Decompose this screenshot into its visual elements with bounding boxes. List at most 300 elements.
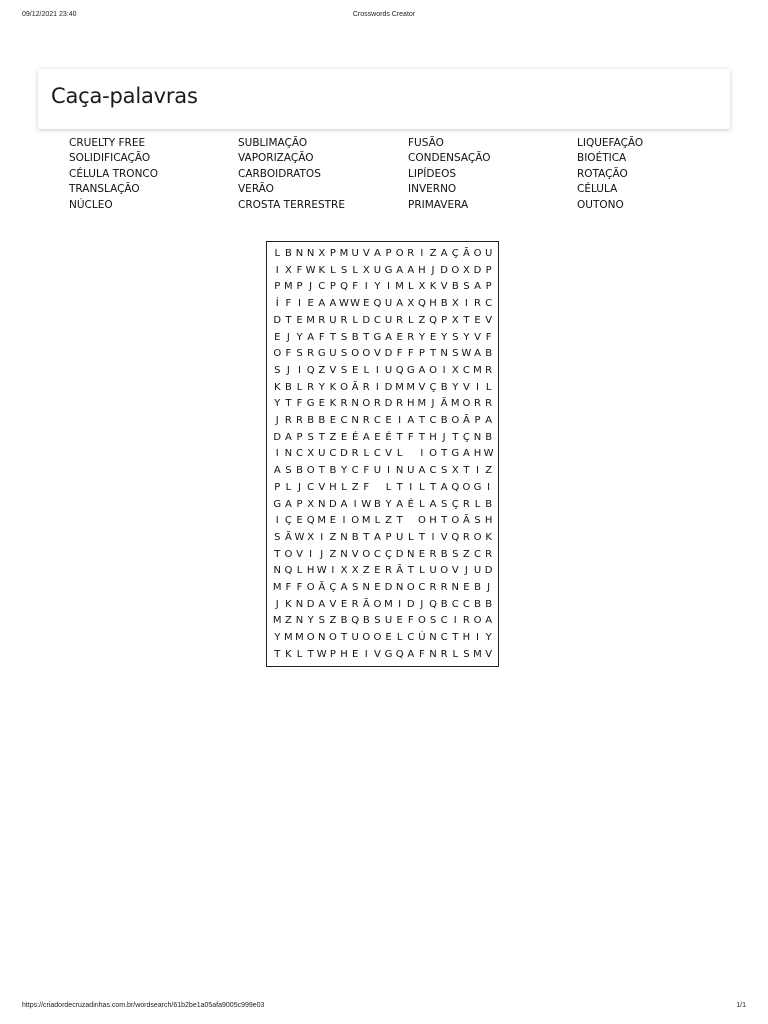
grid-letter: Z: [385, 515, 392, 527]
grid-letter: Q: [306, 515, 315, 527]
grid-letter: Z: [351, 481, 359, 493]
grid-letter: T: [329, 331, 336, 343]
grid-letter: Ã: [440, 398, 448, 410]
grid-letter: O: [462, 398, 471, 410]
grid-letter: K: [329, 398, 337, 410]
grid-letter: Ã: [462, 415, 470, 426]
grid-letter: Q: [429, 598, 437, 610]
grid-letter: F: [363, 465, 370, 477]
grid-letter: J: [298, 481, 301, 493]
grid-letter: É: [351, 431, 359, 443]
grid-letter: Q: [395, 364, 404, 376]
grid-letter: L: [374, 515, 381, 527]
grid-letter: N: [340, 531, 348, 543]
grid-letter: A: [396, 264, 404, 276]
grid-letter: [372, 480, 383, 497]
grid-letter: A: [329, 298, 337, 310]
grid-letter: B: [474, 582, 481, 593]
grid-letter: L: [419, 481, 425, 493]
grid-letter: D: [273, 431, 282, 443]
grid-letter: U: [373, 264, 382, 276]
grid-letter: E: [418, 548, 426, 560]
grid-letter: B: [296, 465, 303, 477]
grid-letter: I: [275, 515, 279, 527]
grid-letter: R: [429, 548, 437, 560]
grid-letter: N: [295, 615, 304, 627]
grid-letter: L: [419, 498, 425, 510]
grid-letter: C: [440, 615, 448, 627]
grid-row: [272, 513, 494, 530]
grid-letter: W: [461, 348, 472, 360]
grid-letter: A: [462, 448, 470, 460]
grid-letter: Ç: [429, 381, 437, 393]
grid-letter: B: [318, 415, 326, 426]
grid-letter: S: [285, 465, 292, 477]
grid-letter: Ç: [451, 498, 459, 510]
grid-letter: A: [396, 298, 404, 310]
grid-letter: T: [452, 632, 459, 644]
grid-letter: M: [361, 515, 371, 527]
grid-letter: D: [384, 348, 393, 360]
grid-letter: B: [307, 415, 315, 426]
grid-letter: É: [385, 431, 392, 443]
grid-letter: E: [329, 415, 337, 426]
grid-letter: W: [316, 648, 327, 660]
grid-letter: B: [329, 465, 337, 477]
grid-letter: R: [385, 565, 392, 577]
grid-letter: Z: [318, 364, 326, 376]
grid-letter: A: [418, 465, 426, 477]
grid-letter: Y: [485, 632, 492, 644]
grid-letter: N: [429, 632, 437, 644]
grid-letter: T: [396, 515, 403, 527]
grid-letter: V: [440, 281, 448, 293]
grid-letter: X: [451, 298, 459, 310]
grid-letter: R: [351, 598, 359, 610]
word-item: LIPÍDEOS: [408, 167, 457, 180]
grid-letter: S: [340, 264, 348, 276]
grid-letter: N: [473, 431, 482, 443]
grid-letter: C: [373, 548, 381, 560]
grid-letter: R: [340, 314, 348, 326]
grid-letter: K: [318, 264, 326, 276]
grid-letter: Y: [385, 498, 392, 510]
grid-letter: F: [485, 331, 492, 343]
grid-letter: Q: [395, 648, 404, 660]
grid-letter: T: [396, 481, 403, 493]
grid-letter: F: [407, 615, 414, 627]
grid-letter: R: [462, 615, 470, 627]
grid-letter: R: [362, 381, 370, 393]
grid-letter: D: [273, 314, 282, 326]
grid-letter: Z: [362, 565, 370, 577]
grid-letter: T: [318, 431, 325, 443]
grid-letter: L: [396, 448, 403, 460]
grid-letter: D: [440, 264, 448, 276]
word-item: VAPORIZAÇÃO: [238, 152, 314, 165]
grid-letter: R: [474, 298, 481, 310]
grid-letter: F: [285, 582, 292, 593]
grid-letter: R: [429, 582, 437, 593]
grid-letter: E: [340, 598, 348, 610]
grid-letter: E: [318, 398, 325, 410]
grid-letter: A: [440, 248, 448, 259]
grid-letter: Ã: [462, 515, 470, 527]
grid-letter: L: [396, 632, 403, 644]
grid-letter: A: [373, 248, 381, 259]
grid-letter: S: [274, 531, 281, 543]
grid-letter: Q: [340, 281, 348, 293]
grid-letter: B: [284, 248, 292, 259]
grid-letter: O: [462, 481, 471, 493]
grid-letter: Í: [275, 298, 279, 310]
grid-row: [272, 380, 494, 397]
grid-letter: F: [407, 348, 414, 360]
grid-letter: V: [451, 565, 459, 577]
grid-letter: B: [485, 431, 493, 443]
grid-letter: T: [363, 531, 370, 543]
grid-letter: B: [351, 531, 359, 543]
grid-letter: P: [296, 281, 303, 293]
grid-letter: F: [318, 331, 325, 343]
grid-letter: S: [440, 465, 448, 477]
grid-letter: E: [307, 298, 314, 310]
grid-letter: W: [350, 298, 361, 310]
grid-letter: E: [396, 615, 403, 627]
grid-letter: R: [396, 398, 404, 410]
grid-letter: Z: [329, 548, 337, 560]
grid-letter: Z: [418, 314, 426, 326]
grid-letter: Q: [429, 314, 437, 326]
grid-letter: O: [362, 632, 371, 644]
grid-letter: E: [474, 314, 481, 326]
grid-letter: O: [306, 465, 315, 477]
word-item: CARBOIDRATOS: [238, 167, 321, 180]
grid-letter: B: [284, 381, 292, 393]
grid-letter: C: [373, 415, 381, 426]
grid-letter: O: [284, 548, 293, 560]
grid-letter: I: [320, 531, 324, 543]
grid-letter: Y: [374, 281, 381, 293]
grid-letter: E: [374, 565, 381, 577]
grid-letter: I: [464, 298, 468, 310]
grid-letter: Y: [340, 465, 348, 477]
grid-letter: O: [362, 348, 371, 360]
grid-letter: J: [464, 565, 468, 577]
grid-letter: M: [395, 381, 404, 393]
grid-letter: L: [296, 648, 303, 660]
grid-letter: N: [440, 348, 448, 360]
grid-letter: M: [306, 314, 315, 326]
grid-letter: L: [330, 264, 336, 276]
grid-letter: D: [395, 548, 404, 560]
grid-letter: E: [351, 648, 359, 660]
grid-letter: I: [398, 415, 402, 426]
word-item: INVERNO: [408, 183, 457, 196]
grid-letter: V: [318, 481, 326, 493]
grid-letter: L: [363, 448, 370, 460]
grid-letter: W: [294, 531, 305, 543]
grid-letter: X: [418, 281, 426, 293]
grid-letter: F: [363, 481, 370, 493]
word-item: SUBLIMAÇÃO: [238, 137, 308, 149]
grid-letter: T: [318, 465, 325, 477]
grid-row: [272, 246, 494, 263]
grid-letter: T: [363, 331, 370, 343]
grid-letter: Ã: [318, 582, 326, 593]
grid-letter: M: [339, 248, 349, 259]
grid-letter: B: [440, 598, 448, 610]
grid-letter: J: [275, 598, 279, 610]
grid-letter: [406, 446, 417, 463]
grid-letter: V: [418, 381, 426, 393]
grid-letter: C: [462, 598, 470, 610]
grid-letter: Ç: [284, 515, 292, 527]
grid-letter: C: [307, 481, 315, 493]
word-item: TRANSLAÇÃO: [69, 183, 140, 196]
grid-letter: U: [429, 565, 437, 577]
grid-letter: A: [318, 298, 326, 310]
grid-letter: I: [375, 364, 379, 376]
grid-letter: S: [452, 348, 459, 360]
grid-letter: O: [440, 565, 449, 577]
grid-letter: D: [384, 582, 393, 593]
grid-letter: Ç: [385, 548, 392, 560]
grid-letter: V: [485, 648, 493, 660]
grid-row: [272, 430, 494, 447]
grid-letter: I: [275, 448, 279, 460]
grid-letter: Y: [318, 381, 325, 393]
grid-letter: Y: [441, 331, 448, 343]
grid-row: [272, 263, 494, 280]
grid-letter: G: [373, 331, 382, 343]
grid-row: [272, 279, 494, 296]
grid-letter: G: [451, 448, 460, 460]
grid-letter: G: [384, 648, 393, 660]
letter-grid: [266, 241, 499, 667]
grid-letter: C: [373, 448, 381, 460]
grid-letter: A: [340, 582, 348, 593]
grid-letter: D: [329, 498, 337, 510]
grid-letter: X: [362, 264, 370, 276]
grid-letter: U: [484, 248, 493, 259]
grid-letter: Z: [329, 431, 337, 443]
grid-letter: W: [316, 565, 327, 577]
grid-letter: Q: [351, 615, 360, 627]
grid-letter: E: [385, 415, 392, 426]
grid-letter: G: [473, 481, 482, 493]
grid-letter: W: [339, 298, 349, 310]
grid-letter: E: [274, 331, 281, 343]
grid-letter: U: [395, 531, 404, 543]
print-page-number: 1/1: [736, 1002, 746, 1009]
grid-letter: I: [453, 615, 457, 627]
grid-letter: I: [476, 465, 479, 477]
grid-letter: U: [329, 348, 337, 360]
grid-letter: I: [420, 248, 424, 259]
grid-letter: X: [284, 264, 292, 276]
grid-letter: N: [284, 448, 293, 460]
grid-letter: E: [374, 582, 381, 593]
grid-letter: V: [362, 248, 370, 259]
grid-letter: G: [273, 498, 282, 510]
word-item: CONDENSAÇÃO: [408, 152, 491, 165]
grid-letter: S: [296, 348, 303, 360]
grid-letter: W: [305, 264, 316, 276]
word-item: BIOÉTICA: [577, 152, 627, 165]
grid-letter: D: [340, 448, 348, 460]
grid-letter: Z: [329, 531, 337, 543]
grid-letter: P: [385, 531, 392, 543]
grid-letter: E: [463, 582, 470, 593]
grid-letter: V: [385, 448, 392, 460]
grid-letter: X: [307, 531, 315, 543]
grid-letter: I: [431, 531, 435, 543]
grid-letter: S: [274, 364, 281, 376]
grid-letter: R: [362, 415, 370, 426]
grid-letter: Ú: [418, 632, 426, 644]
grid-letter: O: [328, 632, 337, 644]
grid-letter: N: [306, 248, 315, 259]
grid-row: [272, 296, 494, 313]
grid-row: [272, 480, 494, 497]
grid-row: [272, 497, 494, 514]
grid-letter: R: [318, 314, 326, 326]
grid-letter: U: [318, 448, 326, 460]
grid-letter: S: [340, 348, 348, 360]
grid-letter: A: [362, 431, 370, 443]
grid-letter: V: [440, 531, 448, 543]
grid-letter: R: [307, 381, 315, 393]
grid-letter: A: [407, 264, 415, 276]
grid-letter: P: [329, 248, 336, 259]
word-item: CÉLULA TRONCO: [69, 167, 159, 180]
grid-letter: I: [298, 298, 301, 310]
grid-letter: M: [317, 515, 327, 527]
grid-letter: C: [440, 632, 448, 644]
grid-letter: U: [351, 632, 359, 644]
grid-letter: Z: [485, 465, 493, 477]
word-item: OUTONO: [577, 198, 624, 211]
grid-letter: O: [362, 398, 371, 410]
grid-letter: É: [407, 498, 414, 510]
grid-letter: I: [309, 548, 313, 560]
grid-letter: A: [273, 465, 281, 477]
grid-letter: T: [285, 398, 292, 410]
grid-letter: R: [407, 331, 415, 343]
grid-letter: Y: [463, 331, 470, 343]
grid-letter: D: [484, 565, 493, 577]
grid-letter: O: [429, 364, 437, 376]
word-item: CRUELTY FREE: [69, 137, 146, 149]
grid-letter: I: [364, 281, 368, 293]
grid-letter: N: [407, 548, 415, 560]
grid-letter: O: [451, 515, 460, 527]
title-card: [38, 69, 730, 129]
grid-row: [272, 463, 494, 480]
grid-letter: H: [484, 515, 493, 527]
grid-letter: V: [474, 331, 481, 343]
grid-letter: T: [396, 431, 403, 443]
grid-letter: N: [395, 465, 404, 477]
grid-letter: S: [340, 364, 348, 376]
grid-letter: X: [462, 264, 470, 276]
grid-letter: S: [307, 431, 314, 443]
grid-letter: I: [353, 498, 357, 510]
grid-letter: O: [306, 582, 315, 593]
grid-letter: C: [418, 582, 426, 593]
grid-letter: T: [340, 632, 348, 644]
grid-letter: M: [272, 615, 282, 627]
grid-letter: V: [373, 348, 381, 360]
grid-letter: E: [296, 314, 303, 326]
grid-letter: Q: [306, 364, 315, 376]
grid-letter: S: [440, 498, 448, 510]
grid-letter: V: [329, 598, 337, 610]
grid-letter: Y: [307, 615, 314, 627]
grid-letter: X: [307, 448, 315, 460]
grid-row: [272, 396, 494, 413]
grid-letter: X: [451, 364, 459, 376]
grid-letter: N: [295, 598, 304, 610]
grid-letter: L: [352, 264, 358, 276]
grid-letter: U: [384, 298, 393, 310]
grid-letter: D: [384, 398, 393, 410]
grid-letter: Q: [451, 531, 460, 543]
grid-letter: H: [306, 565, 315, 577]
grid-letter: L: [407, 314, 414, 326]
grid-letter: D: [406, 598, 415, 610]
grid-letter: I: [420, 448, 424, 460]
grid-letter: F: [296, 264, 303, 276]
grid-letter: N: [340, 548, 348, 560]
grid-letter: H: [429, 298, 437, 310]
grid-letter: B: [485, 598, 493, 610]
grid-letter: O: [306, 632, 315, 644]
grid-letter: M: [284, 632, 293, 644]
grid-letter: V: [351, 548, 359, 560]
print-page-title: Crosswords Creator: [352, 11, 416, 18]
grid-letter: E: [329, 515, 337, 527]
grid-letter: E: [385, 632, 392, 644]
grid-letter: O: [362, 548, 371, 560]
grid-letter: S: [351, 582, 359, 593]
grid-letter: J: [286, 364, 290, 376]
word-item: LIQUEFAÇÃO: [577, 137, 644, 149]
grid-letter: D: [362, 314, 371, 326]
grid-letter: A: [407, 648, 415, 660]
grid-letter: R: [474, 398, 481, 410]
grid-letter: X: [451, 314, 459, 326]
grid-letter: L: [419, 565, 425, 577]
word-item: SOLIDIFICAÇÃO: [69, 152, 151, 165]
grid-letter: B: [340, 615, 348, 627]
grid-letter: H: [462, 632, 471, 644]
grid-letter: K: [273, 381, 281, 393]
grid-letter: F: [418, 648, 425, 660]
grid-letter: I: [442, 364, 446, 376]
grid-letter: Z: [284, 615, 292, 627]
grid-letter: L: [352, 314, 358, 326]
grid-letter: G: [406, 364, 415, 376]
grid-letter: P: [274, 481, 281, 493]
grid-letter: L: [296, 381, 303, 393]
grid-letter: O: [417, 515, 426, 527]
word-column-4: [577, 136, 742, 213]
grid-letter: I: [409, 481, 413, 493]
grid-letter: Q: [451, 481, 460, 493]
grid-letter: P: [485, 281, 492, 293]
